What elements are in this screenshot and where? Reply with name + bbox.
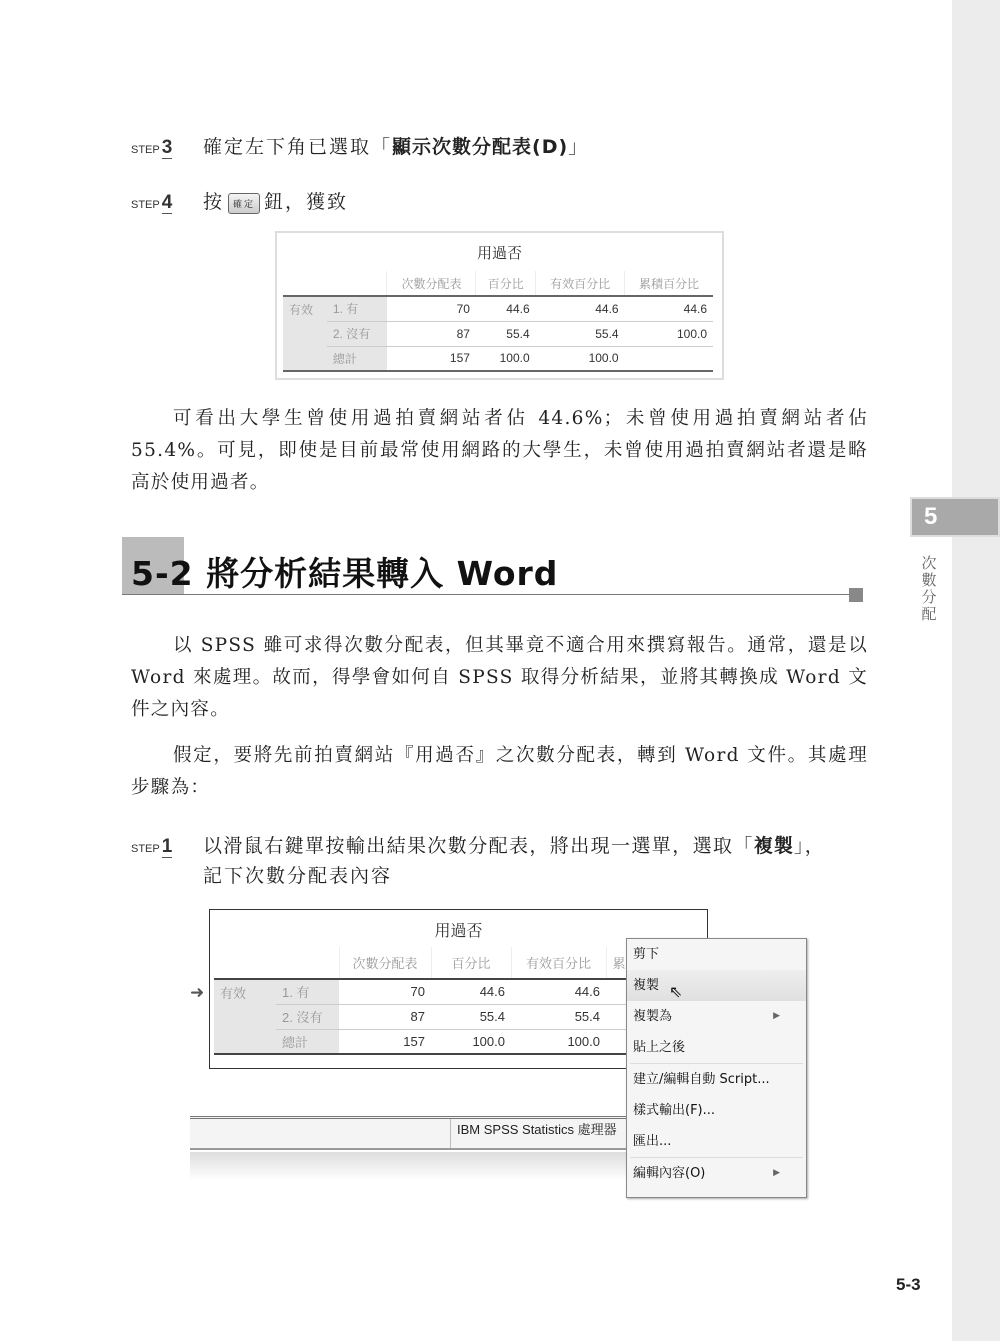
frequency-table-2[interactable]: 用過否 次數分配表 百分比 有效百分比 累 有效 1. 有 70 44.6 44.6 2. 沒有 87 55.4 55.4 總計 157 100.0 100.0 xyxy=(209,909,708,1069)
menu-item-cut[interactable]: 剪下 xyxy=(633,947,660,962)
frequency-table-1: 用過否 次數分配表 百分比 有效百分比 累積百分比 有效 1. 有 70 44.6 44.6 44.6 2. 沒有 87 55.4 55.4 100.0 總計 157 100.0 100.0 xyxy=(275,231,724,380)
chapter-tab: 5 xyxy=(910,497,1000,537)
submenu-arrow-icon: ▶ xyxy=(773,1011,780,1021)
step-label: STEP 3 xyxy=(131,137,173,158)
status-bar xyxy=(190,1116,630,1150)
context-menu[interactable] xyxy=(626,938,807,1198)
mouse-cursor-icon: ⇖ xyxy=(669,982,683,1001)
menu-item-create-script[interactable]: 建立/編輯自動 Script... xyxy=(633,1072,770,1087)
step-1-line2: 記下次數分配表內容 xyxy=(203,865,393,887)
paragraph: 以 SPSS 雖可求得次數分配表，但其畢竟不適合用來撰寫報告。通常，還是以 Word 來處理。故而，得學會如何自 SPSS 取得分析結果，並將其轉換成 Word 文件之內容。 xyxy=(131,635,868,720)
window-shadow xyxy=(190,1152,630,1180)
step-3: STEP 3 確定左下角已選取「顯示次數分配表(D)」 xyxy=(131,136,590,158)
step-4: STEP 4 按 確定 鈕，獲致 xyxy=(131,191,349,213)
submenu-arrow-icon: ▶ xyxy=(773,1168,780,1178)
section-title: 5-2 將分析結果轉入 Word xyxy=(131,554,559,593)
section-square xyxy=(849,588,863,602)
menu-item-copy[interactable]: 複製 ⇖ xyxy=(627,970,806,1001)
menu-item-edit-content[interactable]: 編輯內容(O) ▶ xyxy=(627,1158,806,1189)
step-1: STEP 1 以滑鼠右鍵單按輸出結果次數分配表，將出現一選單，選取「複製」， xyxy=(131,835,826,857)
arrow-right-icon: ➜ xyxy=(190,983,205,1003)
page-number: 5-3 xyxy=(896,1275,921,1294)
menu-item-export-style[interactable]: 樣式輸出(F)... xyxy=(633,1103,716,1118)
status-text: IBM SPSS Statistics 處理器 xyxy=(450,1119,617,1148)
step-label: STEP 4 xyxy=(131,192,173,213)
menu-item-export[interactable]: 匯出... xyxy=(633,1134,672,1149)
ok-button-image: 確定 xyxy=(228,193,260,214)
table-title: 用過否 xyxy=(476,244,522,262)
paragraph: 假定，要將先前拍賣網站『用過否』之次數分配表，轉到 Word 文件。其處理步驟為： xyxy=(131,745,868,798)
chapter-title: 次數分配 xyxy=(921,554,937,623)
step-label: STEP 1 xyxy=(131,836,173,857)
menu-item-copy-as[interactable]: 複製為 ▶ xyxy=(627,1001,806,1032)
page-side-strip xyxy=(952,0,1000,1341)
paragraph: 可看出大學生曾使用過拍賣網站者佔 44.6%；未曾使用過拍賣網站者佔 55.4%。可見，即使是目前最常使用網路的大學生，未曾使用過拍賣網站者還是略高於使用過者。 xyxy=(131,408,868,493)
section-rule xyxy=(122,594,850,595)
menu-item-paste-after[interactable]: 貼上之後 xyxy=(633,1040,686,1055)
